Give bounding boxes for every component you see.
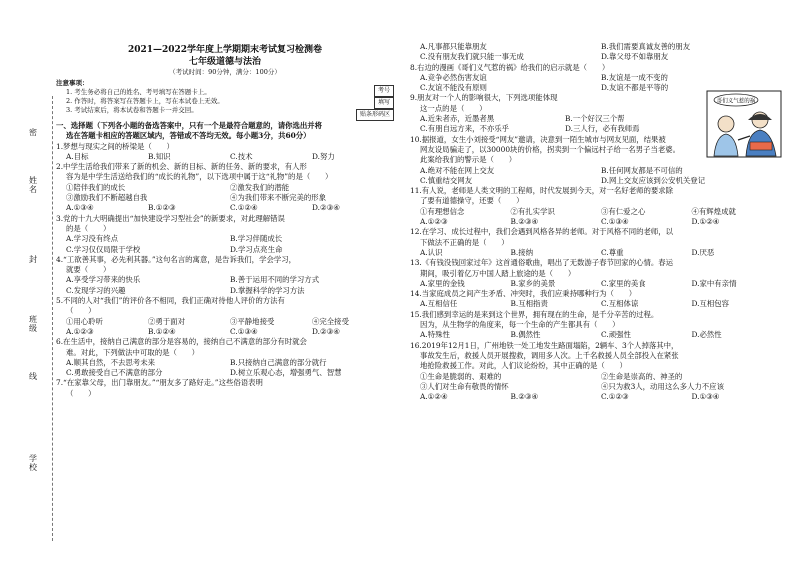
comic-illustration (706, 90, 782, 158)
question-stem: 6.在生活中，接纳自己满意的部分是容易的，接纳自己不满意的部分有时就会 (56, 337, 307, 347)
question-stem: 5.不同的人对“我们”的评价各不相同，我们正确对待他人评价的方法有 (56, 296, 285, 306)
question-stem: 了要有道德操守，还要（ ） (420, 196, 524, 206)
question-stem: 8.右边的漫画《哥们义气惹的祸》给我们的启示就是（ ） (410, 62, 610, 72)
option-row (56, 358, 394, 368)
option-row (56, 245, 394, 255)
option-row (410, 392, 782, 402)
answer-option: B.互相指责 (510, 299, 548, 309)
gutter-tear-mark: 封 (29, 255, 37, 264)
answer-option: A.顺其自然，不去思考未来 (66, 357, 155, 367)
question-stem: 12.在学习、成长过程中，我们会遇到风格各异的老师。对于风格不同的老师，以 (410, 227, 674, 237)
exam-subject: 七年级道德与法治 (188, 57, 261, 67)
answer-option: ③平静地接受 (230, 316, 275, 326)
answer-option: C.没有朋友我们就只能一事无成 (420, 52, 524, 62)
answer-option: B.①②④ (148, 326, 176, 336)
answer-option: D.厌恶 (691, 247, 715, 257)
answer-option: B.偶然性 (510, 330, 541, 340)
answer-option: C.学习仅仅局限于学校 (66, 244, 141, 254)
answer-option: C.勇敢接受自己不满意的部分 (66, 368, 163, 378)
answer-option: ③激励我们不断超越自我 (66, 193, 148, 203)
option-row (410, 248, 782, 258)
barcode-box: 贴条形码区 (356, 109, 394, 121)
option-row (410, 114, 710, 124)
answer-option: B.任何网友都是不可信的 (601, 165, 683, 175)
answer-option: A.①②③ (420, 217, 448, 227)
answer-option: A.目标 (66, 151, 89, 161)
answer-option: ③人们对生命有敬畏的情怀 (420, 381, 509, 391)
answer-option: ②有扎实学识 (510, 206, 555, 216)
exam-info: （考试时间：90分钟，满分：100分） (169, 68, 281, 76)
question-stem: 11.有人说，老师是人类文明的工程师，时代发展到今天，对一名好老师的要求除 (410, 186, 674, 196)
answer-option: ④只为救3人，动用这么多人力不应该 (601, 381, 724, 391)
answer-option: ④完全接受 (312, 316, 349, 326)
gutter-name-label: 姓名 (29, 176, 37, 194)
answer-option: D.家中有亲情 (691, 278, 737, 288)
answer-option: A.学习没有终点 (66, 234, 119, 244)
answer-option: ④为我们带来不断完美的形象 (230, 193, 327, 203)
question-stem: 7.“在家靠父母，出门靠朋友。”“朋友多了路好走。”这些俗语表明 (56, 378, 263, 388)
option-row (56, 368, 394, 378)
answer-option: C.①②④ (230, 203, 258, 213)
answer-option: D.掌握科学的学习方法 (230, 285, 305, 295)
answer-option: C.有朋自远方来，不亦乐乎 (420, 124, 510, 134)
option-row (56, 234, 394, 244)
gutter-seal-mark: 密 (29, 128, 37, 137)
answer-option: B.②③④ (510, 217, 539, 227)
question-stem: 15.我们感到幸运的是来到这个世界，拥有现在的生命，是千分辛苦的过程。 (410, 309, 659, 319)
question-stem: 下做法不正确的是（ ） (420, 237, 509, 247)
question-stem: 容为是中学生活送给我们的“成长的礼物”，以下选项中属于这“礼物”的是（ ） (66, 172, 333, 182)
answer-option: A.近朱者赤，近墨者黑 (420, 114, 495, 124)
question-stem: 14.当家庭成员之间产生矛盾、冲突时，我们应秉持哪种行为（ ） (410, 289, 637, 299)
answer-option: A.绝对不能在网上交友 (420, 165, 495, 175)
answer-option: C.互相体谅 (601, 299, 639, 309)
answer-option: C.尊重 (601, 247, 624, 257)
option-row (410, 217, 782, 227)
answer-option: B.一个好汉三个帮 (565, 114, 625, 124)
exam-title: 2021—2022学年度上学期期末考试复习检测卷 (127, 45, 323, 55)
answer-option: ①生命是脆弱的、艰难的 (420, 371, 502, 381)
option-row (410, 207, 782, 217)
question-stem: 地抢险救援工作。对此，人们议论纷纷，其中正确的是（ ） (420, 361, 627, 371)
gutter-class-label: 班级 (29, 315, 37, 333)
answer-option: A.家里的金钱 (420, 278, 465, 288)
question-stem: 2.中学生活给我们带来了新的机会、新的目标、新的任务、新的要求，有人形 (56, 162, 307, 172)
option-row (56, 327, 394, 337)
option-row (56, 183, 394, 193)
answer-option: D.树立乐观心态，增强勇气、智慧 (230, 368, 342, 378)
question-stem: 1.梦想与现实之间的桥梁是（ ） (56, 141, 174, 151)
left-column (56, 44, 394, 399)
question-stem: 10.据报道，女生小刘接受“网友”邀请，决意到一陌生城市与网友见面，结果被 (410, 134, 666, 144)
answer-option: A.特殊性 (420, 330, 450, 340)
answer-option: D.网上交友应该到公安机关登记 (601, 175, 706, 185)
fill-box: 填写 (374, 97, 394, 109)
option-row (410, 42, 782, 52)
answer-option: C.发现学习的兴趣 (66, 285, 126, 295)
answer-option: ②生命是崇高的、神圣的 (601, 371, 683, 381)
question-stem: 此案给我们的警示是（ ） (420, 155, 517, 165)
answer-option: A.①②④ (420, 392, 448, 402)
notes-heading: 注意事项： (56, 79, 89, 87)
section-heading: 一、选择题（下列各小题的备选答案中，只有一个是最符合题意的，请你选出并将 (56, 121, 323, 130)
answer-option: B.友谊是一成不变的 (601, 72, 668, 82)
answer-option: D.友谊不都是平等的 (601, 83, 669, 93)
answer-option: C.家里的美食 (601, 278, 646, 288)
answer-option: B.①②③ (148, 203, 176, 213)
option-row (56, 275, 394, 285)
answer-option: D.三人行，必有我师焉 (565, 124, 640, 134)
notes-item: 3. 考试结束后，将本试卷和答题卡一并交回。 (66, 106, 198, 114)
answer-option: B.家乡的美景 (510, 278, 556, 288)
question-stem: 难。对此，下列做法中可取的是（ ） (66, 347, 200, 357)
gutter-line-mark: 线 (29, 372, 37, 381)
answer-option: ③有仁爱之心 (601, 206, 646, 216)
answer-option: D.互相包容 (691, 299, 730, 309)
answer-option: A.享受学习带来的快乐 (66, 275, 141, 285)
question-stem: 的是（ ） (66, 223, 111, 233)
answer-option: D.靠父母不如靠朋友 (601, 52, 669, 62)
option-row (56, 317, 394, 327)
option-row (410, 52, 782, 62)
answer-option: ①陪伴我们的成长 (66, 182, 126, 192)
answer-option: A.凡事都只能靠朋友 (420, 42, 487, 51)
answer-option: A.竞争必然伤害友谊 (420, 72, 487, 82)
notes-block (56, 79, 394, 121)
option-row (410, 124, 710, 134)
answer-option: C.①③④ (601, 217, 629, 227)
answer-option: D.必然性 (691, 330, 722, 340)
question-stem: （ ） (66, 388, 96, 398)
comic-caption: 哥们义气惹的祸 (716, 98, 756, 105)
question-stem: （ ） (66, 306, 96, 316)
option-row (56, 193, 394, 203)
answer-option: ②激发我们的潜能 (230, 182, 290, 192)
answer-option: C.技术 (230, 151, 253, 161)
question-stem: 事故发生后，救援人员开展搜救，调用多人次。上千名救援人员全部投入在紧张 (420, 350, 679, 360)
answer-option: A.互相信任 (420, 299, 458, 309)
question-stem: 9.朋友对一个人的影响很大，下列选项能体现 (410, 93, 558, 103)
left-question-list (56, 142, 394, 399)
option-row (410, 73, 782, 83)
answer-option: B.接纳 (510, 247, 534, 257)
question-stem: 3.党的十九大明确提出“加快建设学习型社会”的新要求，对此理解错误 (56, 213, 285, 223)
option-row (56, 286, 394, 296)
binding-line (52, 96, 53, 541)
answer-option: C.①②③ (601, 392, 629, 402)
answer-option: C.①③④ (230, 326, 258, 336)
answer-option: ①用心聆听 (66, 316, 103, 326)
answer-option: D.①②④ (691, 217, 720, 227)
option-row (410, 382, 782, 392)
question-stem: 4.“工欲善其事，必先利其器。”这句名言的寓意，是告诉我们，学会学习， (56, 254, 297, 264)
answer-option: B.知识 (148, 151, 171, 161)
answer-option: ④有辉煌成就 (691, 206, 736, 216)
answer-option: A.①③④ (66, 203, 94, 213)
answer-option: B.②③④ (510, 392, 539, 402)
notes-item: 1. 考生务必将自己的姓名、考号填写在答题卡上。 (66, 88, 211, 96)
section-heading-line2: 选在答题卡相应的答题区域内，答错或不答均无效。每小题3分，共60分） (66, 131, 311, 141)
answer-option: B.善于运用不同的学习方式 (230, 275, 320, 285)
answer-option: ②勇于面对 (148, 316, 185, 326)
question-stem: 16.2019年12月1日，广州地铁一处工地发生路面塌陷，2辆车、3个人掉落其中， (410, 340, 679, 350)
option-row (56, 152, 394, 162)
answer-option: D.②③④ (312, 326, 340, 336)
answer-option: C.慎重结交网友 (420, 175, 473, 185)
option-row (410, 176, 782, 186)
answer-option: C.友谊不能没有原则 (420, 83, 487, 93)
answer-option: A.①②③ (66, 326, 94, 336)
answer-option: ①有理想信念 (420, 206, 465, 216)
exam-no-box: 考号 (374, 85, 394, 97)
question-stem: 这一点的是（ ） (420, 103, 487, 113)
answer-option: C.顽强性 (601, 330, 631, 340)
answer-option: D.②③④ (312, 203, 340, 213)
option-row (56, 203, 394, 213)
answer-option: B.只接纳自己满意的部分就行 (230, 357, 327, 367)
question-stem: 网友设局骗走了，以30000块的价格，拐卖到一个偏远村子给一名男子当老婆。 (420, 144, 681, 154)
option-row (410, 166, 782, 176)
answer-option: A.认识 (420, 247, 443, 257)
option-row (410, 299, 782, 309)
option-row (410, 330, 782, 340)
question-stem: 13.《有钱没钱回家过年》这首通俗歌曲，唱出了无数游子春节回家的心情。春运 (410, 258, 674, 268)
answer-option: D.学习点亮生命 (230, 244, 283, 254)
option-row (410, 279, 782, 289)
option-row (410, 372, 782, 382)
question-stem: 就要（ ） (66, 265, 111, 275)
notes-item: 2. 作答时，将答案写在答题卡上，写在本试卷上无效。 (66, 97, 224, 105)
answer-option: B.学习伴随成长 (230, 234, 283, 244)
answer-option: D.①③④ (691, 392, 720, 402)
question-stem: 期间，吸引着亿万中国人踏上旅途的是（ ） (420, 268, 576, 278)
answer-option: D.努力 (312, 151, 335, 161)
question-stem: 因为，从生物学的角度来，每一个生命的产生都具有（ ） (420, 320, 620, 330)
answer-option: B.我们需要真诚友善的朋友 (601, 42, 691, 51)
gutter-school-label: 学校 (29, 454, 37, 472)
